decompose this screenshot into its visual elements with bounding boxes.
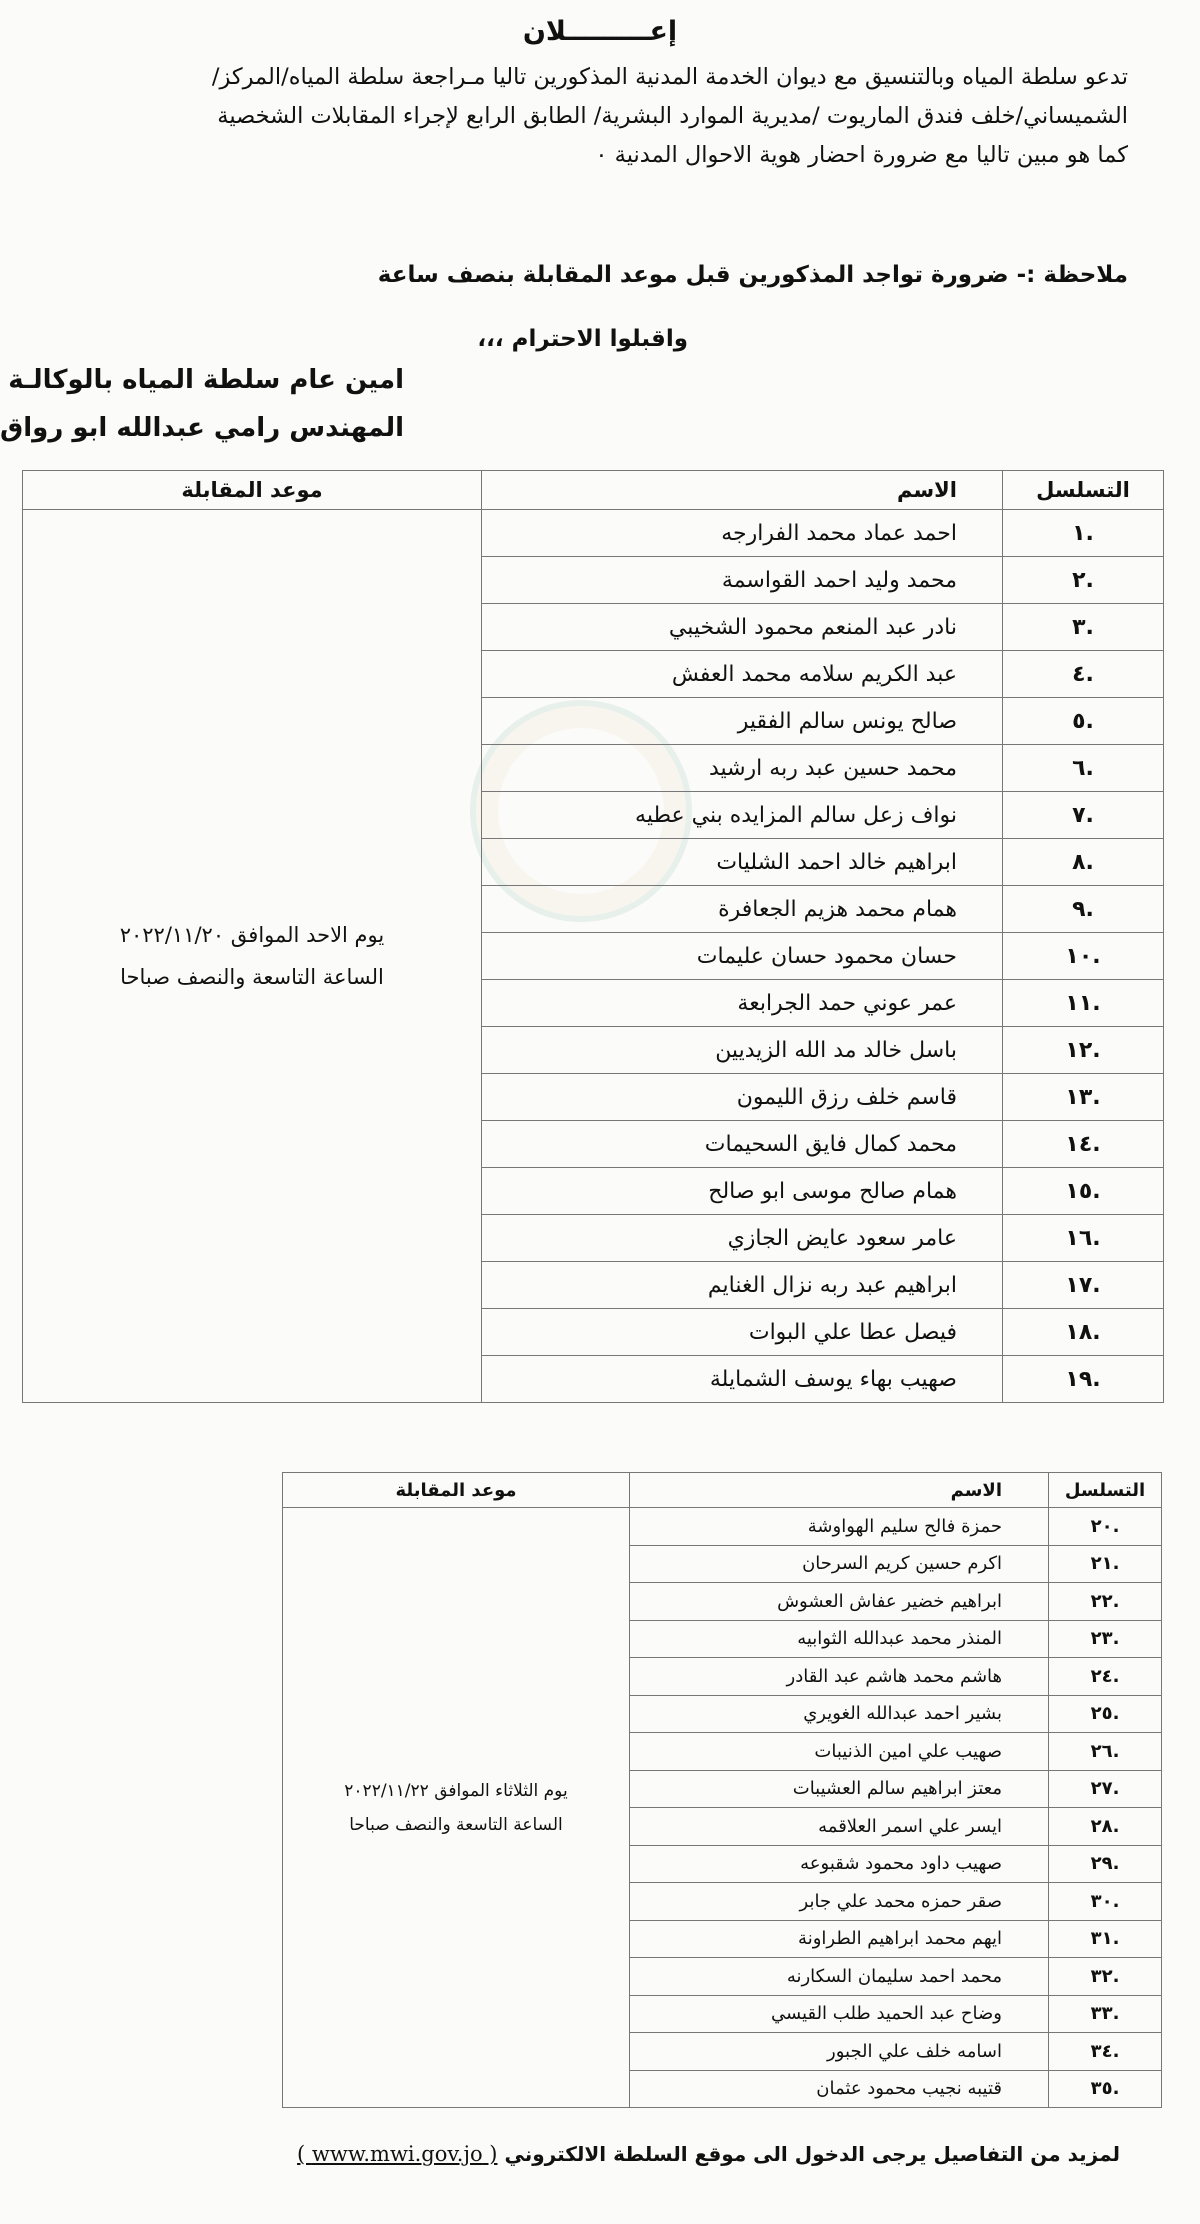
row-name: قتيبه نجيب محمود عثمان: [630, 2070, 1049, 2108]
row-seq: .١٩: [1003, 1356, 1164, 1403]
row-seq: .٧: [1003, 792, 1164, 839]
row-name: عمر عوني حمد الجرابعة: [482, 980, 1003, 1027]
header-appointment: موعد المقابلة: [283, 1473, 630, 1508]
row-seq: .٢١: [1049, 1545, 1162, 1583]
intro-paragraph: [28, 58, 1128, 175]
intro-line: تدعو سلطة المياه وبالتنسيق مع ديوان الخدمة المدنية المذكورين تاليا مـراجعة سلطة المياه/المركز/: [211, 64, 1128, 90]
table-header-row: [283, 1473, 1162, 1508]
row-seq: .٣١: [1049, 1920, 1162, 1958]
website-link[interactable]: ( www.mwi.gov.jo ): [297, 2142, 498, 2166]
appointment-time: الساعة التاسعة والنصف صباحا: [349, 1814, 563, 1835]
interview-table-1: [22, 470, 1164, 1403]
row-seq: .٣: [1003, 604, 1164, 651]
signature-block: [0, 356, 404, 452]
row-seq: .٢٢: [1049, 1583, 1162, 1621]
row-seq: .٢٧: [1049, 1770, 1162, 1808]
row-name: ايسر علي اسمر العلاقمه: [630, 1808, 1049, 1846]
row-seq: .٣٣: [1049, 1995, 1162, 2033]
row-name: احمد عماد محمد الفرارجه: [482, 510, 1003, 557]
row-name: وضاح عبد الحميد طلب القيسي: [630, 1995, 1049, 2033]
row-seq: .٣٠: [1049, 1883, 1162, 1921]
row-name: المنذر محمد عبدالله الثوابيه: [630, 1620, 1049, 1658]
note-text: ملاحظة :- ضرورة تواجد المذكورين قبل موعد المقابلة بنصف ساعة: [377, 262, 1128, 288]
row-name: محمد وليد احمد القواسمة: [482, 557, 1003, 604]
row-seq: .١٨: [1003, 1309, 1164, 1356]
appointment-time: الساعة التاسعة والنصف صباحا: [120, 965, 384, 989]
signature-name: المهندس رامي عبدالله ابو رواق: [0, 413, 404, 443]
header-seq: التسلسل: [1003, 471, 1164, 510]
appointment-date: يوم الثلاثاء الموافق ٢٠٢٢/١١/٢٢: [344, 1780, 568, 1801]
row-seq: .٣٤: [1049, 2033, 1162, 2071]
row-name: ايهم محمد ابراهيم الطراونة: [630, 1920, 1049, 1958]
row-seq: .٢٥: [1049, 1695, 1162, 1733]
row-name: محمد كمال فايق السحيمات: [482, 1121, 1003, 1168]
row-seq: .١٦: [1003, 1215, 1164, 1262]
row-seq: .٢٤: [1049, 1658, 1162, 1696]
row-seq: .٣٢: [1049, 1958, 1162, 1996]
interview-table-2: [282, 1472, 1162, 2108]
row-seq: .٢: [1003, 557, 1164, 604]
row-name: اسامه خلف علي الجبور: [630, 2033, 1049, 2071]
header-seq: التسلسل: [1049, 1473, 1162, 1508]
row-name: هاشم محمد هاشم عبد القادر: [630, 1658, 1049, 1696]
row-name: عامر سعود عايض الجازي: [482, 1215, 1003, 1262]
row-name: باسل خالد مد الله الزيديين: [482, 1027, 1003, 1074]
header-name: الاسم: [482, 471, 1003, 510]
row-seq: .١٠: [1003, 933, 1164, 980]
table-row: [283, 1508, 1162, 1546]
row-name: نادر عبد المنعم محمود الشخيبي: [482, 604, 1003, 651]
row-name: عبد الكريم سلامه محمد العفش: [482, 651, 1003, 698]
footer-text: [297, 2142, 1120, 2166]
row-name: صالح يونس سالم الفقير: [482, 698, 1003, 745]
row-name: صقر حمزه محمد علي جابر: [630, 1883, 1049, 1921]
signature-title: امين عام سلطة المياه بالوكالـة: [8, 365, 404, 395]
row-seq: .٤: [1003, 651, 1164, 698]
row-name: معتز ابراهيم سالم العشيبات: [630, 1770, 1049, 1808]
row-name: همام محمد هزيم الجعافرة: [482, 886, 1003, 933]
row-seq: .١٣: [1003, 1074, 1164, 1121]
row-seq: .٦: [1003, 745, 1164, 792]
row-seq: .٣٥: [1049, 2070, 1162, 2108]
appointment-date: يوم الاحد الموافق ٢٠٢٢/١١/٢٠: [119, 923, 385, 947]
footer-label: لمزيد من التفاصيل يرجى الدخول الى موقع السلطة الالكتروني: [504, 2142, 1120, 2166]
row-name: همام صالح موسى ابو صالح: [482, 1168, 1003, 1215]
row-name: بشير احمد عبدالله الغويري: [630, 1695, 1049, 1733]
page-title: إعـــــــــلان: [522, 16, 678, 47]
row-name: ابراهيم خالد احمد الشليات: [482, 839, 1003, 886]
row-name: اكرم حسين كريم السرحان: [630, 1545, 1049, 1583]
row-seq: .١٥: [1003, 1168, 1164, 1215]
row-seq: .٩: [1003, 886, 1164, 933]
row-seq: .١٧: [1003, 1262, 1164, 1309]
header-name: الاسم: [630, 1473, 1049, 1508]
appointment-cell: [283, 1508, 630, 2108]
row-name: ابراهيم خضير عفاش العشوش: [630, 1583, 1049, 1621]
row-name: صهيب بهاء يوسف الشمايلة: [482, 1356, 1003, 1403]
intro-line: كما هو مبين تاليا مع ضرورة احضار هوية الاحوال المدنية ٠: [595, 142, 1128, 168]
closing-text: واقبلوا الاحترام ،،،: [477, 326, 688, 352]
row-name: صهيب داود محمود شقبوعه: [630, 1845, 1049, 1883]
row-name: ابراهيم عبد ربه نزال الغنايم: [482, 1262, 1003, 1309]
row-name: فيصل عطا علي البوات: [482, 1309, 1003, 1356]
row-seq: .٢٩: [1049, 1845, 1162, 1883]
row-seq: .٢٣: [1049, 1620, 1162, 1658]
row-seq: .١٤: [1003, 1121, 1164, 1168]
row-name: حمزة فالح سليم الهواوشة: [630, 1508, 1049, 1546]
row-name: محمد حسين عبد ربه ارشيد: [482, 745, 1003, 792]
row-seq: .٢٠: [1049, 1508, 1162, 1546]
row-seq: .٥: [1003, 698, 1164, 745]
row-name: حسان محمود حسان عليمات: [482, 933, 1003, 980]
row-name: قاسم خلف رزق الليمون: [482, 1074, 1003, 1121]
row-seq: .١: [1003, 510, 1164, 557]
header-appointment: موعد المقابلة: [23, 471, 482, 510]
appointment-cell: [23, 510, 482, 1403]
table-header-row: [23, 471, 1164, 510]
row-seq: .١٢: [1003, 1027, 1164, 1074]
intro-line: الشميساني/خلف فندق الماريوت /مديرية الموارد البشرية/ الطابق الرابع لإجراء المقابلات الشخصية: [217, 103, 1128, 129]
row-seq: .٨: [1003, 839, 1164, 886]
row-seq: .٢٨: [1049, 1808, 1162, 1846]
row-seq: .٢٦: [1049, 1733, 1162, 1771]
table-row: [23, 510, 1164, 557]
row-name: صهيب علي امين الذنيبات: [630, 1733, 1049, 1771]
row-name: محمد احمد سليمان السكارنه: [630, 1958, 1049, 1996]
row-seq: .١١: [1003, 980, 1164, 1027]
row-name: نواف زعل سالم المزايده بني عطيه: [482, 792, 1003, 839]
